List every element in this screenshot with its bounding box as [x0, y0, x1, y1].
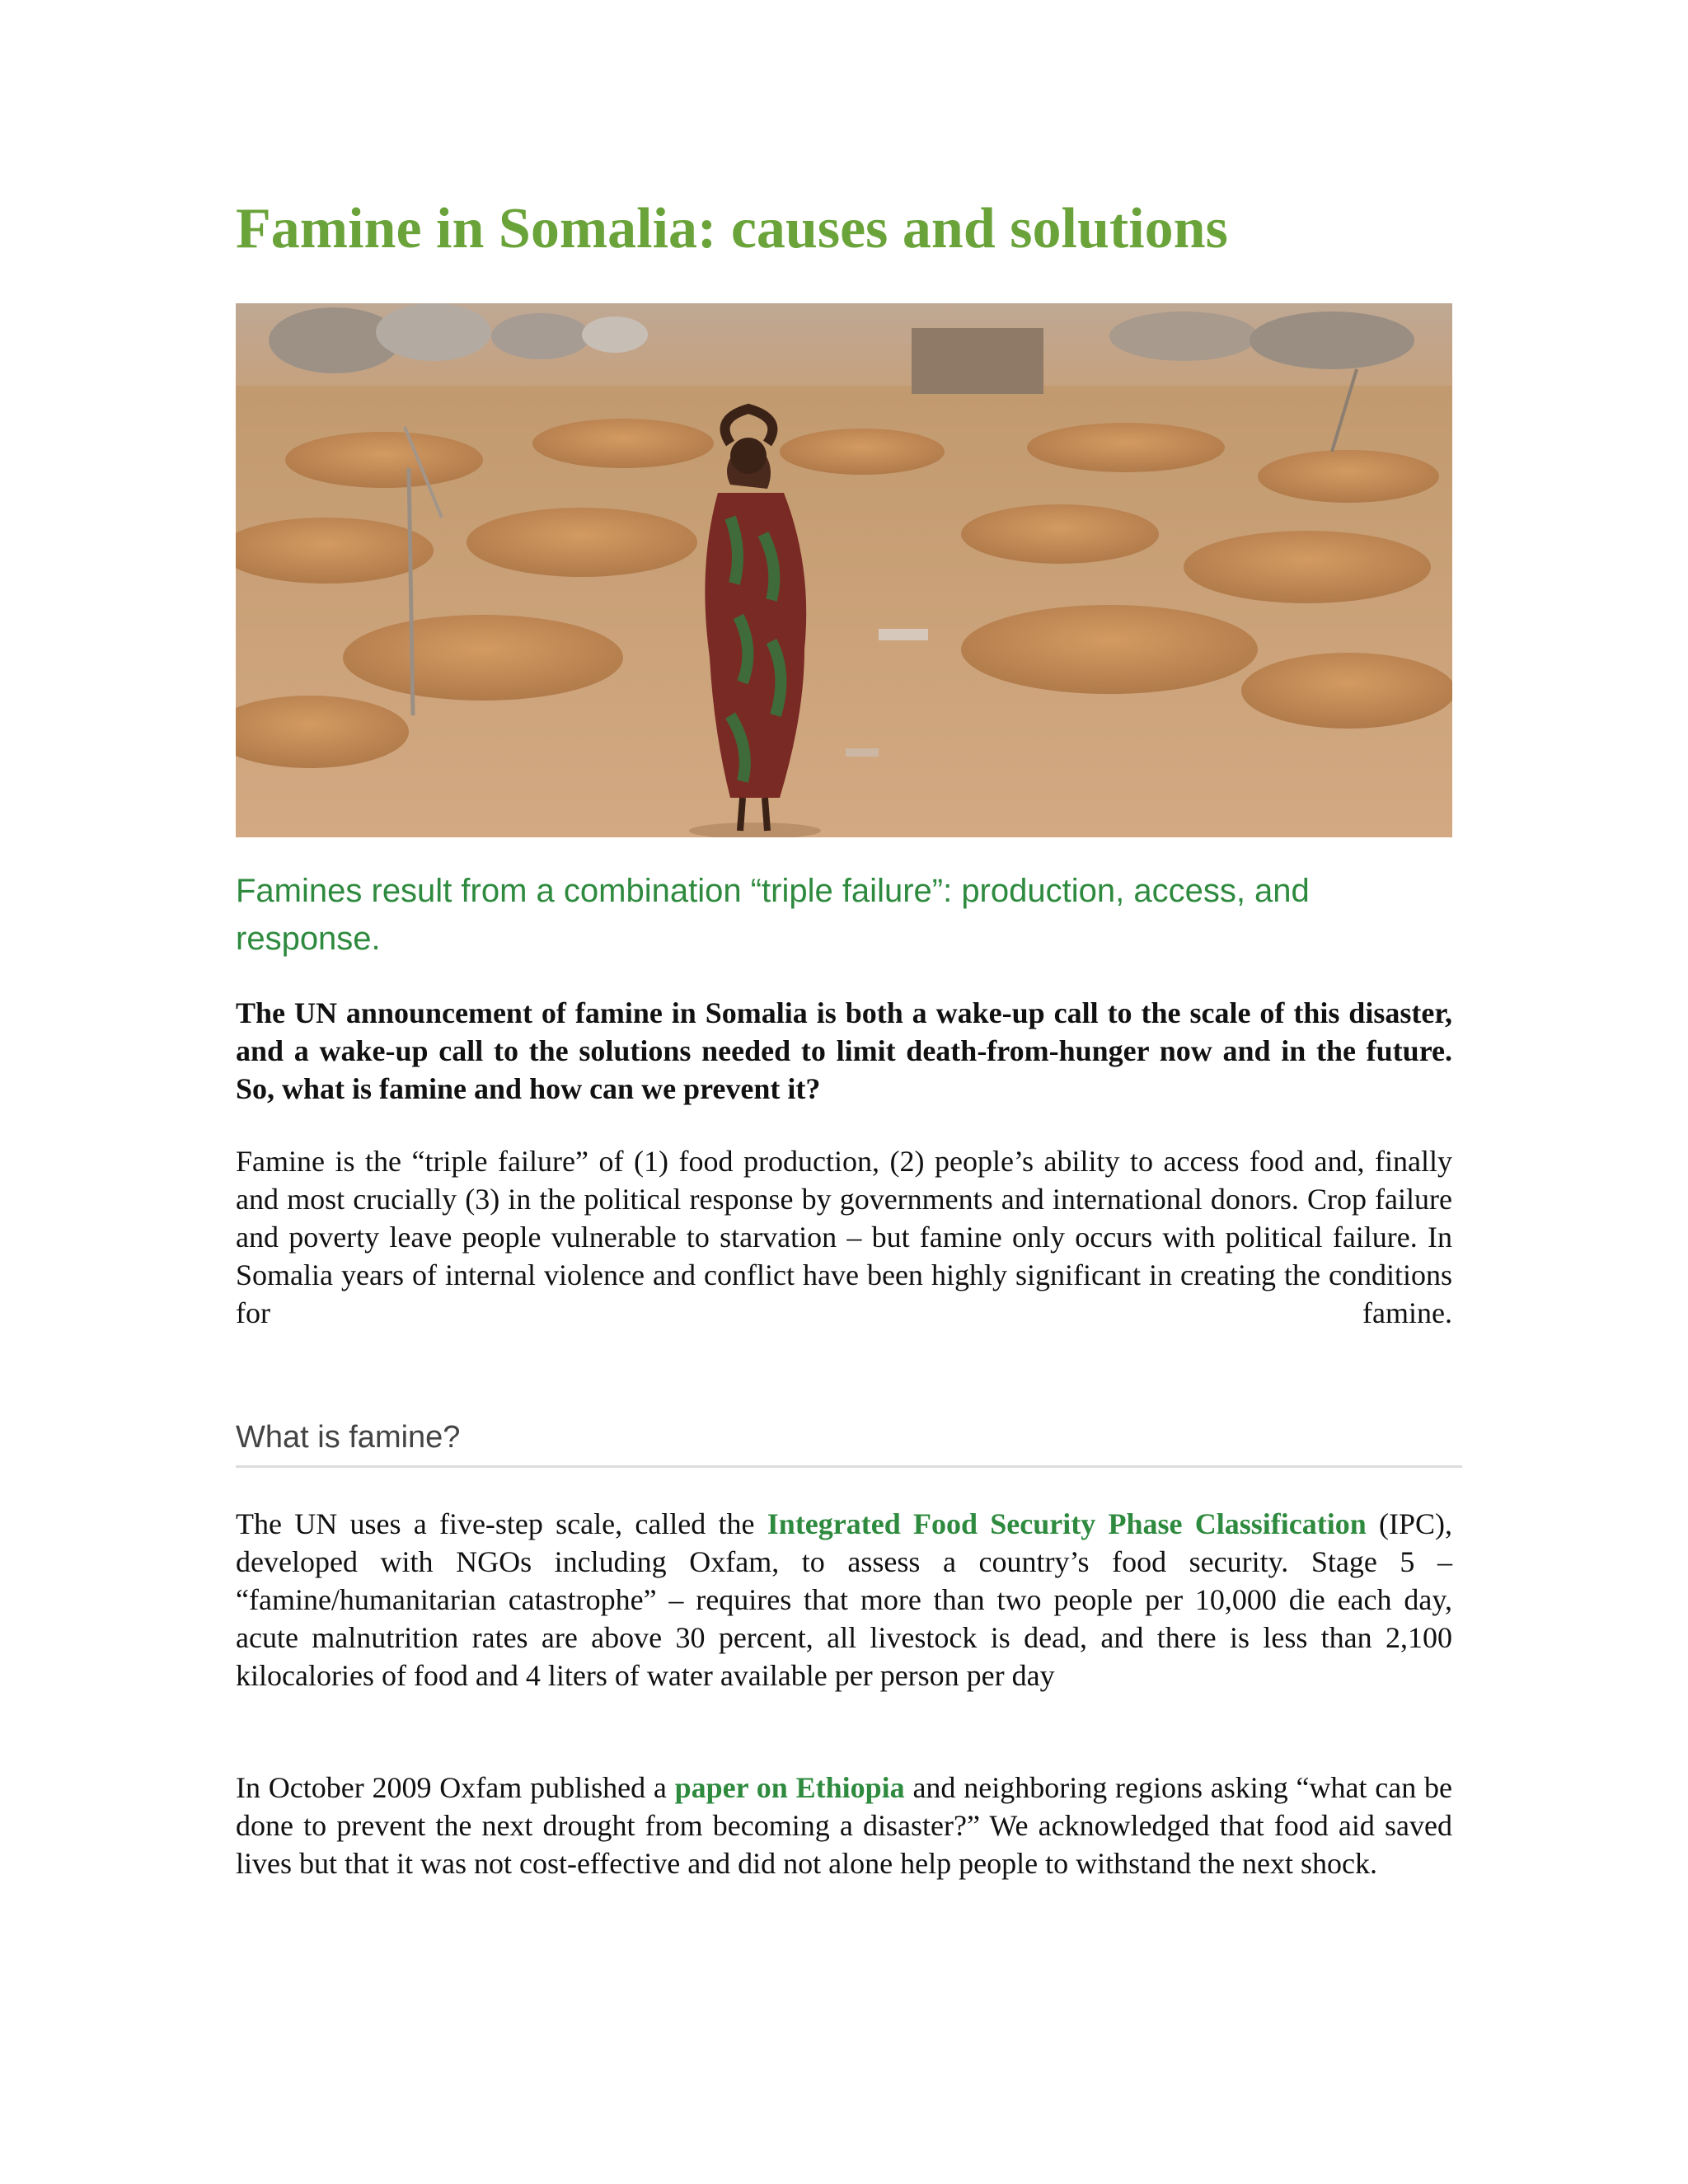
article-subtitle: Famines result from a combination “triple failure”: production, access, and response.: [236, 873, 1310, 957]
ethiopia-paper-link[interactable]: paper on Ethiopia: [674, 1771, 905, 1804]
article-photo: [236, 303, 1452, 837]
article-title: Famine in Somalia: causes and solutions: [236, 197, 1228, 260]
section-heading: What is famine?: [236, 1416, 1462, 1468]
body-paragraph-1: Famine is the “triple failure” of (1) food production, (2) people’s ability to access food and, finally and most crucially (3) in the political response by governments and international donors. Crop failure and poverty leave people vulnerable to starvation – but famine only occurs with political failure. In Somalia years of internal violence and conflict have been highly significant in creating the conditions for famine.: [236, 1145, 1452, 1329]
paragraph-3-text-after: and neighboring regions asking “what can be done to prevent the next drought from becoming a disaster?” We acknowledged that food aid saved lives but that it was not cost-effective and did not alone help people to withstand the next shock.: [236, 1771, 1453, 1880]
paragraph-2-text-after: (IPC), developed with NGOs including Oxfam, to assess a country’s food security. Stage 5 – “famine/humanitarian catastrophe” – requires that more than two people per 10,000 die each day, acute malnutrition rates are above 30 percent, all livestock is dead, and there is less than 2,100 kilocalories of food and 4 liters of water available per person per day: [236, 1507, 1453, 1692]
body-paragraph-2: [236, 1505, 1452, 1694]
lead-paragraph: The UN announcement of famine in Somalia is both a wake-up call to the scale of this disaster, and a wake-up call to the solutions needed to limit death-from-hunger now and in the future. So, what is famine and how can we prevent it?: [236, 996, 1452, 1105]
paragraph-2-text-before: The UN uses a five-step scale, called the: [236, 1507, 767, 1540]
paragraph-3-text-before: In October 2009 Oxfam published a: [236, 1771, 675, 1804]
ipc-link[interactable]: Integrated Food Security Phase Classification: [767, 1507, 1367, 1540]
body-paragraph-3: [236, 1769, 1452, 1882]
